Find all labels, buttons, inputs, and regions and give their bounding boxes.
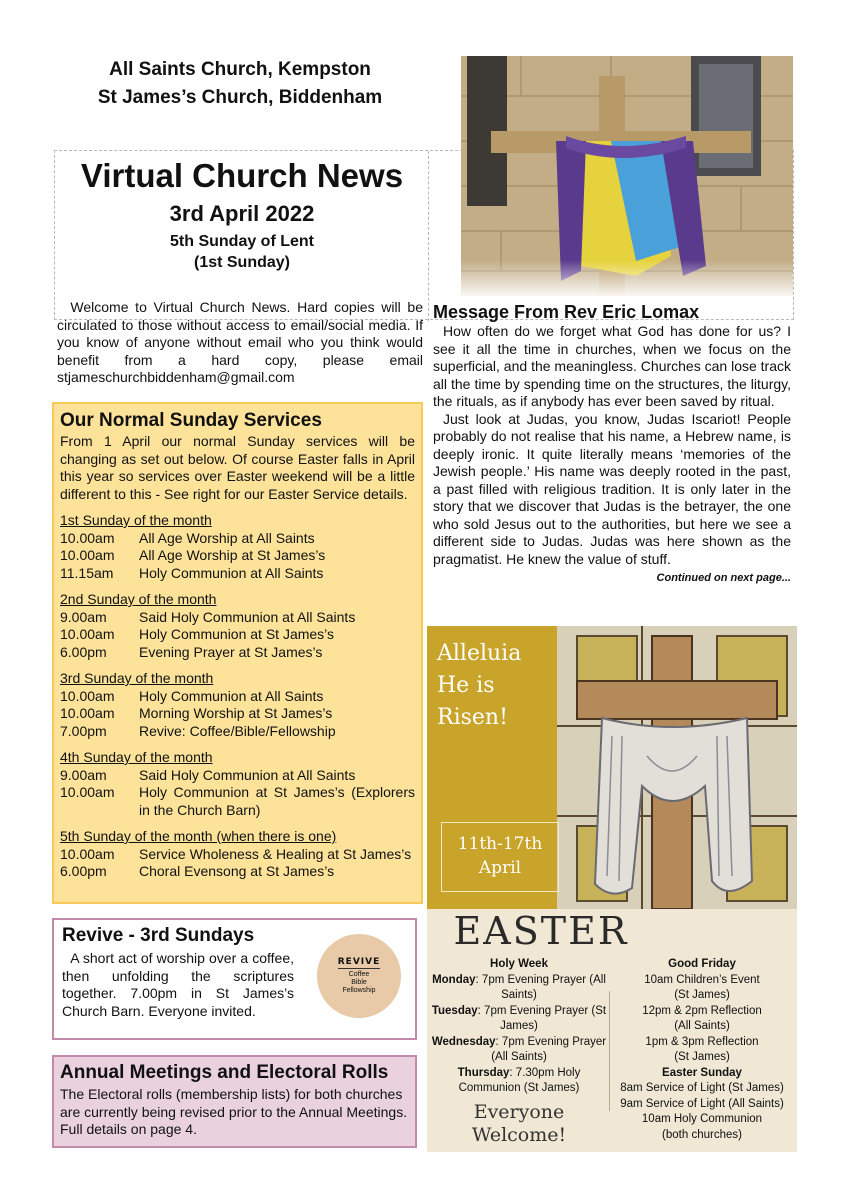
service-time: 6.00pm: [60, 643, 107, 660]
gf-entry-location: (St James): [674, 1051, 730, 1063]
title-panel: [55, 151, 429, 321]
welcome-text: [57, 299, 423, 387]
service-desc: All Age Worship at St James’s: [139, 547, 326, 563]
revive-logo: [317, 934, 401, 1018]
service-time: 7.00pm: [60, 722, 107, 739]
alleluia-line-2: He is: [437, 673, 495, 698]
easter-services-panel: [427, 909, 797, 1152]
gf-entry-location: (All Saints): [674, 1020, 730, 1032]
service-time: 10.00am: [60, 626, 115, 642]
service-time: 10.00am: [60, 705, 115, 721]
day-label: Tuesday: [431, 1004, 478, 1017]
day-label: Thursday: [457, 1066, 510, 1079]
thursday-entry: [431, 1066, 607, 1097]
wednesday-entry: [431, 1035, 607, 1066]
revive-logo-line: Fellowship: [342, 987, 376, 994]
tuesday-entry: [431, 1004, 607, 1035]
service-desc: Holy Communion at All Saints: [139, 564, 324, 581]
alleluia-line-1: Alleluia: [437, 641, 522, 666]
annual-meetings-box: [52, 1055, 417, 1148]
revive-logo-line: Coffee: [348, 971, 370, 978]
service-time: 6.00pm: [60, 863, 107, 879]
service-group-5th: [60, 828, 415, 881]
service-group-3rd: [60, 670, 415, 740]
service-group-4th: [60, 749, 415, 819]
service-row: [60, 644, 415, 662]
alleluia-text: [437, 638, 557, 734]
service-row: [60, 863, 415, 881]
gf-entry: 12pm & 2pm Reflection: [642, 1004, 762, 1017]
service-group-title: 3rd Sunday of the month: [60, 670, 214, 686]
holy-week-heading: Holy Week: [490, 958, 548, 970]
church-names: [60, 56, 420, 112]
revive-text: [62, 950, 294, 1020]
revive-body: A short act of worship over a coffee, then unfolding the scriptures together. 7.00pm in St James’s Church Barn. Everyone invited.: [62, 950, 294, 1019]
service-desc: Said Holy Communion at All Saints: [139, 608, 356, 625]
service-row: [60, 705, 415, 723]
service-group-title: 1st Sunday of the month: [60, 512, 212, 528]
column-divider: [609, 991, 610, 1111]
welcome-body: Welcome to Virtual Church News. Hard copies will be circulated to those without access to email/social media. If you know of anyone without email who you think would benefit from a hard copy, please email stjameschurchbiddenham@gmail.com: [57, 299, 423, 385]
service-group-title: 5th Sunday of the month (when there is one): [60, 828, 337, 844]
day-text: : 7pm Evening Prayer (St James): [477, 1004, 607, 1032]
service-row: [60, 688, 415, 706]
subtitle-line-1: 5th Sunday of Lent: [170, 233, 314, 250]
newsletter-date: 3rd April 2022: [169, 201, 315, 226]
service-time: 10.00am: [60, 687, 115, 704]
service-row: [60, 767, 415, 785]
day-text: : 7pm Evening Prayer (All Saints): [491, 1035, 607, 1063]
service-time: 10.00am: [60, 784, 115, 800]
service-group-title: 2nd Sunday of the month: [60, 591, 217, 607]
rev-message-para-2: Just look at Judas, you know, Judas Iscariot! People probably do not realise that his name, a Hebrew name, is deeply ironic. It quite literally means ‘memories of the Jewish people.’ His name was deeply rooted in the past, a past filled with religious tradition. It is only later in the story that we discover that Judas is the betrayer, the one who sold Jesus out to the authorities, but here we see a different side to Judas. Judas was here shown as the pragmatist. He knew the value of stuff.: [433, 410, 791, 567]
sunday-services-intro: From 1 April our normal Sunday services will be changing as set out below. Of course Easter falls in April this year so services over Easter weekend will be a little different to this - See right for our Easter Service details.: [60, 433, 415, 502]
easter-dates-line-1: 11th-17th: [457, 834, 543, 854]
rev-message-para-1: How often do we forget what God has done for us? I see it all the time in churches, when we focus on the superficial, and the meaningless. Churches can lose track all the time by spending time on the structures, the liturgy, the rituals, as if anybody has ever been saved by ritual.: [433, 323, 791, 409]
gf-entry: 10am Children’s Event: [644, 973, 760, 986]
es-entry-location: (both churches): [662, 1128, 742, 1141]
revive-heading: Revive - 3rd Sundays: [62, 925, 255, 946]
church-name-2: St James’s Church, Biddenham: [97, 87, 383, 108]
service-group-title: 4th Sunday of the month: [60, 749, 213, 765]
service-desc: Holy Communion at St James’s (Explorers in the Church Barn): [139, 784, 415, 818]
church-name-1: All Saints Church, Kempston: [109, 59, 371, 80]
continued-note: Continued on next page...: [656, 572, 791, 584]
service-time: 10.00am: [60, 547, 115, 563]
service-desc: Said Holy Communion at All Saints: [139, 766, 356, 783]
service-group-2nd: [60, 591, 415, 661]
easter-title: EASTER: [453, 909, 629, 953]
service-row: [60, 609, 415, 627]
alleluia-line-3: Risen!: [437, 705, 508, 730]
everyone-line-1: Everyone: [473, 1100, 565, 1123]
service-desc: Morning Worship at St James’s: [139, 705, 333, 721]
service-desc: Revive: Coffee/Bible/Fellowship: [139, 722, 336, 739]
service-row: [60, 784, 415, 819]
service-desc: Evening Prayer at St James’s: [139, 643, 323, 660]
easter-dates-line-2: April: [478, 858, 522, 878]
es-entry: 8am Service of Light (St James): [620, 1082, 784, 1094]
sunday-services-box: [52, 402, 423, 904]
service-time: 10.00am: [60, 529, 115, 546]
everyone-welcome: [431, 1101, 607, 1147]
service-time: 10.00am: [60, 845, 115, 862]
cross-photo: [461, 56, 793, 296]
service-time: 9.00am: [60, 608, 107, 625]
easter-dates: [441, 822, 559, 892]
service-row: [60, 565, 415, 583]
es-entry: 9am Service of Light (All Saints): [620, 1097, 784, 1110]
revive-logo-line: Bible: [351, 979, 367, 986]
service-desc: Choral Evensong at St James’s: [139, 863, 335, 879]
service-desc: Service Wholeness & Healing at St James’s: [139, 845, 412, 862]
day-text: : 7.30pm Holy Communion (St James): [458, 1066, 581, 1094]
service-desc: Holy Communion at All Saints: [139, 687, 324, 704]
service-row: [60, 846, 415, 864]
service-time: 11.15am: [60, 564, 114, 581]
sunday-services-heading: Our Normal Sunday Services: [60, 410, 322, 431]
day-text: : 7pm Evening Prayer (All Saints): [475, 973, 606, 1001]
everyone-line-2: Welcome!: [471, 1123, 567, 1146]
easter-sunday-heading: Easter Sunday: [662, 1066, 742, 1079]
easter-artwork: [427, 626, 797, 909]
monday-entry: [431, 973, 607, 1004]
day-label: Wednesday: [431, 1035, 496, 1048]
good-friday-column: [611, 957, 793, 1143]
good-friday-heading: Good Friday: [668, 958, 736, 970]
service-row: [60, 530, 415, 548]
annual-meetings-heading: Annual Meetings and Electoral Rolls: [60, 1062, 389, 1083]
annual-meetings-text: The Electoral rolls (membership lists) for both churches are currently being revised prior to the Annual Meetings. Full details on page 4.: [60, 1086, 408, 1137]
gf-entry: 1pm & 3pm Reflection: [645, 1035, 759, 1048]
service-desc: Holy Communion at St James’s: [139, 626, 335, 642]
revive-logo-title: REVIVE: [337, 957, 381, 967]
day-label: Monday: [432, 973, 476, 986]
subtitle-line-2: (1st Sunday): [193, 254, 290, 271]
es-entry: 10am Holy Communion: [641, 1113, 763, 1125]
gf-entry-location: (St James): [674, 989, 730, 1001]
rev-message: [433, 302, 791, 588]
service-desc: All Age Worship at All Saints: [139, 529, 315, 546]
revive-box: [52, 918, 417, 1040]
cross-photo-illustration: [461, 56, 793, 296]
newsletter-title: Virtual Church News: [80, 157, 404, 194]
holy-week-column: [431, 957, 607, 1147]
rev-message-heading: Message From Rev Eric Lomax: [433, 302, 700, 322]
service-row: [60, 723, 415, 741]
service-group-1st: [60, 512, 415, 582]
newsletter-subtitle: [55, 231, 429, 273]
service-time: 9.00am: [60, 766, 107, 783]
service-row: [60, 626, 415, 644]
service-row: [60, 547, 415, 565]
